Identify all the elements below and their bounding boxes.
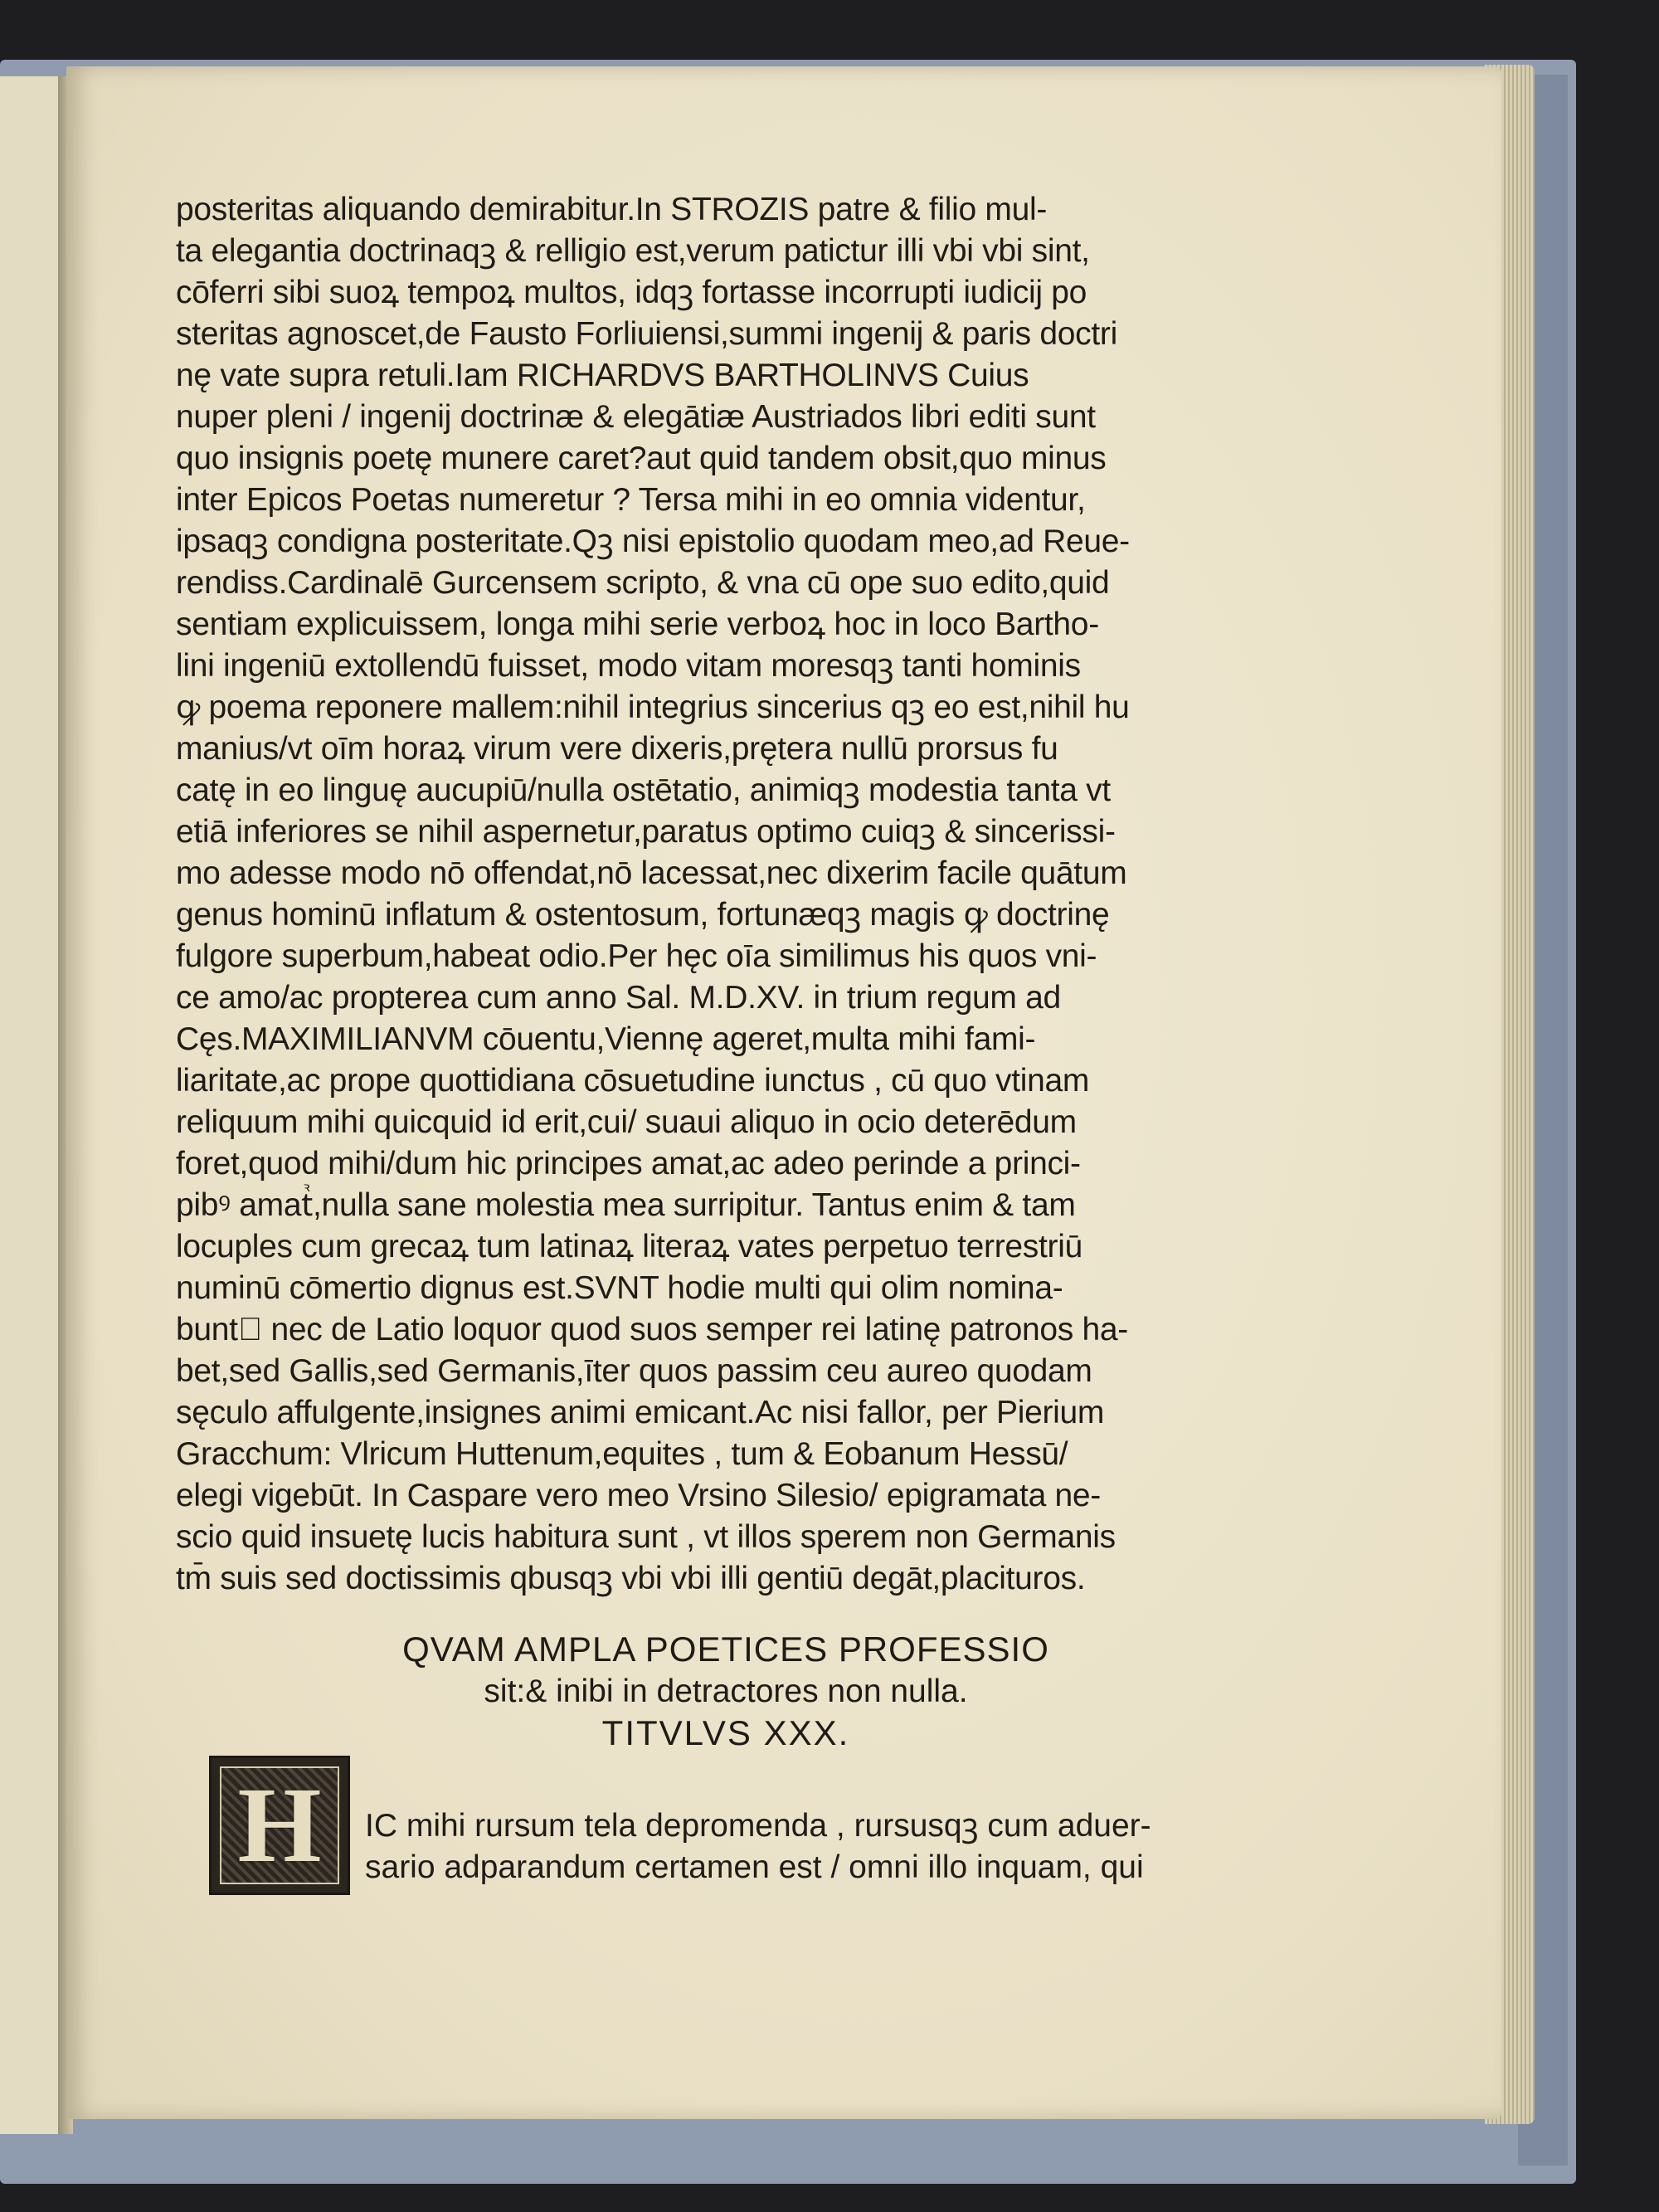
- text-line: scio quid insuetę lucis habitura sunt , vt illos sperem non Germanis: [176, 1519, 1116, 1555]
- text-line: catę in eo linguę aucupiū/nulla ostētatio, animiqꝫ modestia tanta vt: [176, 772, 1111, 808]
- text-line: manius/vt oīm horaꝝ virum vere dixeris,prętera nullū prorsus fu: [176, 731, 1058, 767]
- text-line: ce amo/ac propterea cum anno Sal. M.D.XV. in trium regum ad: [176, 980, 1061, 1016]
- text-line: liaritate,ac prope quottidiana cōsuetudine iunctus , cū quo vtinam: [176, 1063, 1090, 1099]
- text-line: sario adparandum certamen est / omni illo inquam, qui: [365, 1849, 1144, 1885]
- text-line: Gracchum: Vlricum Huttenum,equites , tum & Eobanum Hessū/: [176, 1436, 1068, 1472]
- initial-letter: H: [237, 1766, 322, 1885]
- text-line: mo adesse modo nō offendat,nō lacessat,nec dixerim facile quātum: [176, 855, 1127, 891]
- text-line: ipsaqꝫ condigna posteritate.Qꝫ nisi epistolio quodam meo,ad Reue-: [176, 524, 1130, 559]
- text-line: quo insignis poetę munere caret?aut quid tandem obsit,quo minus: [176, 441, 1107, 476]
- text-line: bet,sed Gallis,sed Germanis,īter quos passim ceu aureo quodam: [176, 1353, 1092, 1389]
- text-line: fulgore superbum,habeat odio.Per hęc oīa similimus his quos vni-: [176, 938, 1097, 974]
- section-heading: [249, 1628, 1203, 1754]
- opening-text: [365, 1805, 1228, 1888]
- text-line: steritas agnoscet,de Fausto Forliuiensi,summi ingenij & paris doctri: [176, 316, 1117, 352]
- text-line: reliquum mihi quicquid id erit,cui/ suaui aliquo in ocio deterēdum: [176, 1104, 1077, 1140]
- text-line: numinū cōmertio dignus est.SVNT hodie multi qui olim nomina-: [176, 1270, 1063, 1306]
- text-line: buntᷣ nec de Latio loquor quod suos semper rei latinę patronos ha-: [176, 1312, 1128, 1347]
- text-line: sęculo affulgente,insignes animi emicant.Ac nisi fallor, per Pierium: [176, 1395, 1105, 1430]
- text-line: lini ingeniū extollendū fuisset, modo vitam moresqꝫ tanti hominis: [176, 648, 1081, 684]
- text-line: nuper pleni / ingenij doctrinæ & elegātiæ Austriados libri editi sunt: [176, 399, 1096, 435]
- text-line: nę vate supra retuli.Iam RICHARDVS BARTHOLINVS Cuius: [176, 358, 1029, 393]
- body-text: [176, 189, 1229, 1600]
- text-line: cōferri sibi suoꝝ tempoꝝ multos, idqꝫ fortasse incorrupti iudicij po: [176, 275, 1087, 310]
- text-line: ꝙ poema reponere mallem:nihil integrius sincerius qꝫ eo est,nihil hu: [176, 689, 1130, 725]
- heading-subtitle: sit:& inibi in detractores non nulla.: [484, 1674, 968, 1709]
- text-line: tm̄ suis sed doctissimis qbusqꝫ vbi vbi illi gentiū degāt,placituros.: [176, 1561, 1086, 1596]
- text-line: ta elegantia doctrinaqꝫ & relligio est,verum patictur illi vbi vbi sint,: [176, 233, 1090, 269]
- text-line: pibꝰ amatᷣ,nulla sane molestia mea surripitur. Tantus enim & tam: [176, 1187, 1076, 1223]
- text-line: sentiam explicuissem, longa mihi serie verboꝝ hoc in loco Bartho-: [176, 607, 1099, 642]
- text-line: etiā inferiores se nihil aspernetur,paratus optimo cuiqꝫ & sincerissi-: [176, 814, 1116, 850]
- heading-title: QVAM AMPLA POETICES PROFESSIO: [402, 1630, 1049, 1669]
- text-line: rendiss.Cardinalē Gurcensem scripto, & vna cū ope suo edito,quid: [176, 565, 1110, 601]
- left-page-edge: [0, 76, 62, 2134]
- text-line: IC mihi rursum tela depromenda , rursusqꝫ cum aduer-: [365, 1808, 1151, 1844]
- text-line: elegi vigebūt. In Caspare vero meo Vrsino Silesio/ epigramata ne-: [176, 1478, 1101, 1513]
- heading-titulus: TITVLVS XXX.: [601, 1713, 850, 1752]
- text-line: genus hominū inflatum & ostentosum, fortunæqꝫ magis ꝙ doctrinę: [176, 897, 1110, 933]
- text-line: posteritas aliquando demirabitur.In STROZIS patre & filio mul-: [176, 192, 1048, 227]
- text-line: inter Epicos Poetas numeretur ? Tersa mihi in eo omnia videntur,: [176, 482, 1086, 518]
- decorated-initial: [209, 1756, 350, 1895]
- text-line: foret,quod mihi/dum hic principes amat,ac adeo perinde a princi-: [176, 1146, 1081, 1182]
- text-line: Cęs.MAXIMILIANVM cōuentu,Viennę ageret,multa mihi fami-: [176, 1021, 1036, 1057]
- text-line: locuples cum grecaꝝ tum latinaꝝ literaꝝ vates perpetuo terrestriū: [176, 1229, 1082, 1264]
